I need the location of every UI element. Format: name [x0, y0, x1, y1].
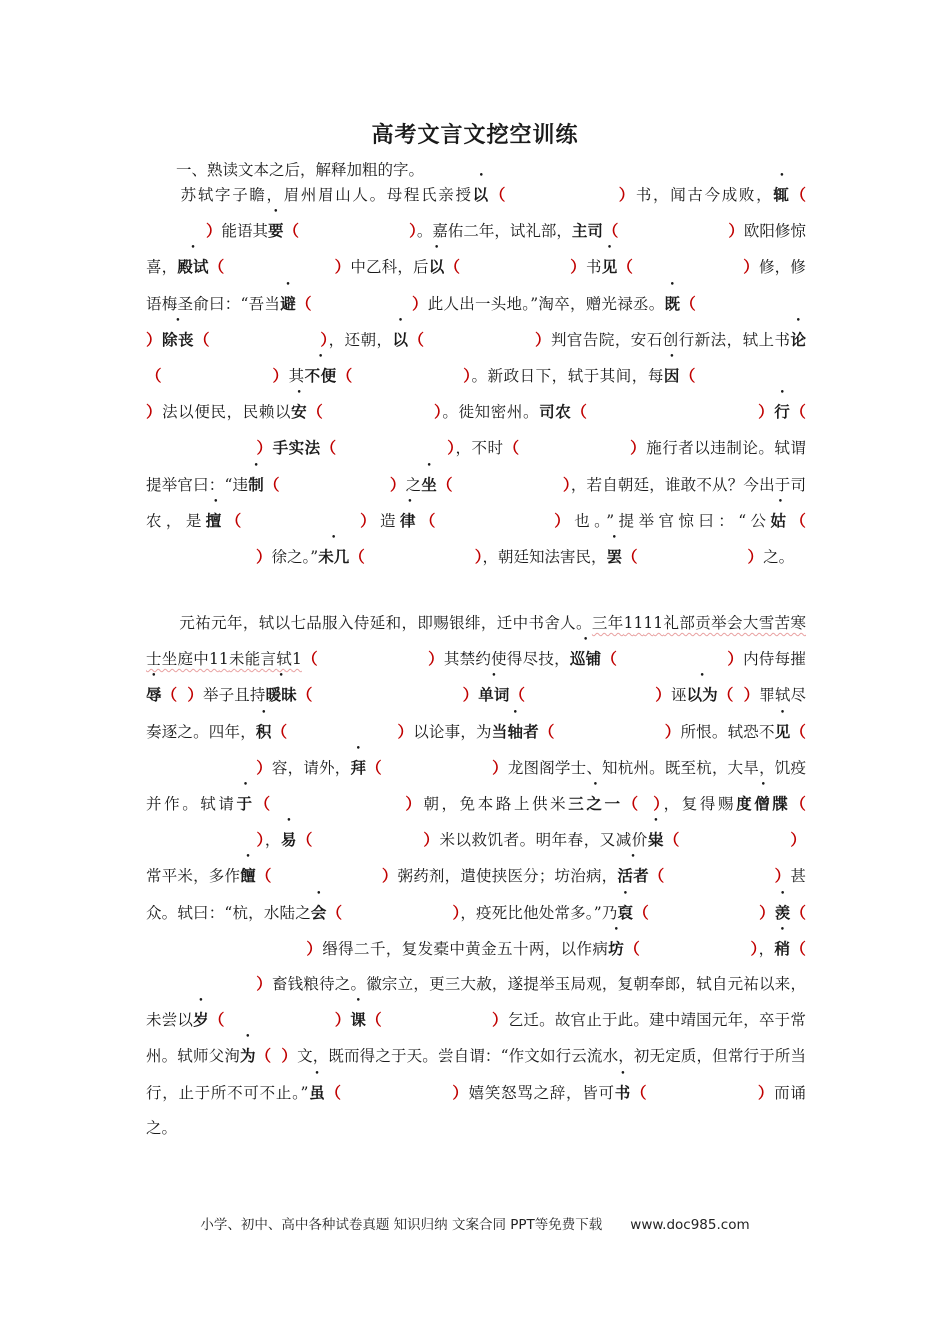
close-paren: ）	[206, 222, 222, 241]
answer-blank[interactable]	[623, 795, 664, 813]
passage-text: ，朝廷知法害民，	[482, 548, 607, 567]
open-paren: （	[602, 222, 619, 241]
close-paren: ）	[747, 548, 764, 567]
target-word: 见	[601, 257, 618, 277]
open-paren: （	[790, 186, 806, 204]
open-paren: （	[349, 548, 365, 567]
passage-text: 。徙知密州。	[442, 403, 540, 422]
close-paren: ）	[728, 222, 744, 241]
close-paren: ）	[491, 758, 508, 777]
open-paren: （	[295, 294, 312, 313]
close-paren: ）	[655, 686, 671, 705]
open-paren: （	[283, 222, 300, 241]
open-paren: （	[538, 722, 555, 741]
passage-text: ，还朝，	[328, 330, 393, 349]
close-paren: ）	[397, 722, 414, 741]
open-paren: （	[790, 403, 806, 422]
passage-text: 畜钱粮待之。徽宗立，更三大赦，遂提举玉局观，复朝奉郎，轼自元祐以来，未尝以	[146, 975, 806, 1030]
answer-blank[interactable]	[256, 867, 398, 885]
answer-blank[interactable]	[337, 367, 472, 385]
open-paren: （	[307, 403, 324, 422]
close-paren: ）	[664, 722, 681, 741]
target-word: 擅	[205, 510, 226, 530]
passage-text: 缗得二千，复发橐中黄金五十两，以作病	[322, 939, 609, 958]
target-word: 避	[280, 293, 296, 313]
close-paren: ）	[306, 939, 323, 958]
close-paren: ）	[757, 403, 775, 422]
answer-blank[interactable]	[302, 650, 444, 668]
target-word: 殿试	[177, 257, 209, 277]
answer-blank[interactable]	[264, 476, 406, 494]
target-word: 安	[291, 402, 308, 422]
answer-blank[interactable]	[272, 723, 414, 741]
open-paren: （	[617, 258, 634, 277]
target-word: 拜	[350, 757, 367, 777]
target-word: 辱	[146, 685, 162, 705]
close-paren: ）	[629, 439, 647, 458]
answer-blank[interactable]	[296, 295, 428, 313]
passage-text: 也。”提举官惊曰：“公	[574, 511, 771, 530]
passage-text: 其禁约使得尽技，	[443, 650, 570, 669]
open-paren: （	[436, 475, 453, 494]
answer-blank[interactable]	[631, 1084, 774, 1102]
answer-blank[interactable]	[327, 904, 461, 922]
target-word: 律	[399, 510, 420, 530]
close-paren: ）	[402, 795, 424, 814]
close-paren: ）	[409, 222, 417, 241]
open-paren: （	[208, 258, 225, 277]
open-paren: （	[419, 511, 440, 530]
close-paren: ）	[617, 186, 636, 204]
answer-blank[interactable]	[510, 686, 671, 704]
passage-text: 之。	[763, 548, 795, 567]
close-paren: ）	[727, 650, 744, 669]
answer-blank[interactable]	[194, 331, 329, 349]
answer-blank[interactable]	[226, 512, 380, 530]
open-paren: （	[193, 330, 210, 349]
passage-text: 中乙科，后	[350, 258, 429, 277]
open-paren: （	[320, 439, 337, 458]
open-paren: （	[624, 939, 641, 958]
close-paren: ）	[462, 367, 472, 386]
close-paren: ）	[334, 258, 351, 277]
passage-text: 粥药剂，遣使挟医分；坊治病，	[397, 867, 618, 886]
open-paren: （	[255, 867, 272, 886]
open-paren: （	[622, 795, 641, 814]
open-paren: （	[790, 795, 806, 814]
close-paren: ）	[411, 294, 428, 313]
answer-blank[interactable]	[601, 650, 743, 668]
target-word: 司农	[539, 402, 572, 422]
passage-text: ，疫死比他处常多。”乃	[460, 903, 618, 922]
open-paren: （	[571, 403, 588, 422]
open-paren: （	[225, 511, 246, 530]
passage-text: 容，请外，	[271, 758, 351, 777]
footer	[0, 1213, 950, 1233]
close-paren: ）	[427, 650, 444, 669]
close-paren: ）	[750, 939, 759, 958]
target-word: 稍	[774, 938, 791, 958]
answer-blank[interactable]	[420, 512, 574, 530]
open-paren: （	[325, 1083, 342, 1102]
answer-blank[interactable]	[437, 476, 571, 494]
page-title: 高考文言文挖空训练	[371, 122, 579, 148]
passage-text: 判官告院，安石创行新法，轼上书	[550, 330, 791, 349]
target-word: 罢	[606, 547, 623, 567]
passage-text: 。新政日下，轼于其间，每	[471, 367, 664, 386]
passage-text: 嬉笑怒骂之辞，皆可	[468, 1083, 615, 1102]
passage-text: 内侍每摧	[743, 650, 806, 669]
target-word: 饘	[240, 866, 256, 886]
close-paren: ）	[433, 403, 443, 422]
answer-blank[interactable]	[617, 258, 759, 276]
answer-blank[interactable]	[366, 759, 508, 777]
passage-text: 而诵之。	[146, 1083, 806, 1137]
answer-blank[interactable]	[718, 686, 759, 704]
open-paren: （	[408, 330, 425, 349]
target-word: 当轴者	[491, 721, 539, 741]
passage-text-underlined: 礼部贡举会大雪苦寒士坐庭中	[146, 614, 806, 669]
close-paren: ）	[146, 330, 162, 349]
target-word: 度僧牒	[736, 794, 791, 814]
close-paren: ）	[758, 903, 775, 922]
open-paren: （	[271, 722, 288, 741]
passage-text: 此人出一头地。”淘卒，赠光禄丞。	[427, 294, 665, 313]
passage-text-underlined: 1	[218, 650, 229, 669]
open-paren: （	[366, 1011, 382, 1030]
open-paren: （	[679, 367, 696, 386]
close-paren: ）	[381, 867, 398, 886]
answer-blank[interactable]	[209, 258, 351, 276]
passage-text: ，	[758, 939, 775, 958]
close-paren: ）	[757, 1083, 775, 1102]
target-word: 易	[280, 830, 297, 850]
target-word: 为	[239, 1046, 256, 1066]
open-paren: （	[648, 867, 665, 886]
open-paren: （	[444, 258, 461, 277]
close-paren: ）	[334, 1011, 351, 1030]
answer-blank[interactable]	[256, 1047, 297, 1065]
open-paren: （	[509, 686, 526, 705]
target-word: 坊	[608, 938, 625, 958]
passage-paragraph-1	[146, 177, 806, 575]
target-word: 羡	[774, 902, 791, 922]
target-word: 巡铺	[569, 649, 602, 669]
answer-blank[interactable]	[633, 904, 775, 922]
passage-text: 之	[405, 475, 422, 494]
open-paren: （	[601, 650, 618, 669]
answer-blank[interactable]	[349, 548, 482, 566]
close-paren: ）	[789, 831, 806, 850]
passage-text-underlined: 1	[292, 650, 302, 669]
footer-url[interactable]: www.doc985.com	[630, 1217, 750, 1233]
passage-text: ，若自朝廷，谁敢不从？今出于司农，是	[146, 475, 806, 530]
passage-text: 所恨。轼恐不	[680, 722, 775, 741]
close-paren: ）	[534, 330, 551, 349]
answer-blank[interactable]	[325, 1084, 468, 1102]
close-paren: ）	[451, 1083, 469, 1102]
close-paren: ）	[355, 511, 381, 530]
passage-text-underlined: 三年	[591, 614, 624, 632]
answer-blank[interactable]	[409, 331, 551, 349]
close-paren: ）	[452, 903, 461, 922]
close-paren: ）	[319, 330, 329, 349]
passage-text: 龙图阁学士、知杭州。既至杭，大旱，饥疫并作。轼请	[146, 758, 806, 814]
passage-text: 法以便民，民赖以	[162, 403, 292, 422]
target-word: 手实法	[272, 438, 321, 458]
passage-text: 常平米，多作	[146, 867, 241, 886]
close-paren: ）	[549, 511, 575, 530]
target-word: 粜	[647, 830, 664, 850]
target-word: 因	[663, 366, 680, 386]
passage-text-underlined: 1	[633, 614, 644, 632]
close-paren: ）	[256, 831, 265, 850]
open-paren: （	[263, 475, 280, 494]
target-word: 坐	[421, 474, 437, 494]
open-paren: （	[255, 1047, 272, 1066]
target-word: 制	[248, 474, 264, 494]
target-word: 单词	[478, 685, 510, 705]
close-paren: ）	[743, 258, 759, 277]
target-word: 姑	[770, 510, 791, 530]
answer-blank[interactable]	[603, 222, 744, 240]
open-paren: （	[790, 511, 806, 530]
answer-blank[interactable]	[664, 831, 806, 849]
passage-text: 甚众。轼曰：“杭，水陆之	[146, 867, 806, 922]
target-word: 裒	[617, 902, 634, 922]
passage-text: ，复得赐	[663, 795, 737, 814]
open-paren: （	[301, 650, 318, 669]
open-paren: （	[717, 686, 734, 705]
answer-blank[interactable]	[490, 186, 636, 204]
target-word: 岁	[193, 1010, 209, 1030]
close-paren: ）	[256, 975, 272, 994]
open-paren: （	[161, 686, 178, 705]
target-word: 活者	[617, 866, 649, 886]
close-paren: ）	[389, 475, 406, 494]
close-paren: ）	[491, 1011, 508, 1030]
close-paren: ）	[256, 548, 272, 567]
target-word: 行	[774, 402, 791, 422]
passage-paragraph-2	[146, 606, 806, 1146]
answer-blank[interactable]	[162, 686, 203, 704]
open-paren: （	[296, 686, 313, 705]
passage-text: 造	[380, 511, 400, 530]
target-word: 主司	[571, 221, 603, 241]
close-paren: ）	[743, 686, 760, 705]
target-word: 虽	[308, 1082, 326, 1102]
answer-blank[interactable]	[444, 258, 586, 276]
close-paren: ）	[256, 758, 272, 777]
passage-text-underlined: 1	[623, 614, 634, 632]
open-paren: （	[326, 903, 343, 922]
passage-text: 。嘉佑二年，试礼部，	[416, 222, 572, 241]
passage-text-underlined: 1	[209, 650, 219, 669]
close-paren: ）	[650, 795, 664, 814]
target-word: 会	[310, 902, 327, 922]
open-paren: （	[790, 903, 806, 922]
close-paren: ）	[422, 831, 440, 850]
passage-text: 修，修语梅圣俞曰：“吾当	[146, 258, 806, 313]
open-paren: （	[790, 722, 806, 741]
passage-text: 书，闻古今成败，	[635, 186, 774, 204]
target-word: 三之一	[568, 794, 623, 814]
open-paren: （	[663, 831, 680, 850]
passage-text: 苏轼字子瞻，眉州眉山人。母程氏亲授	[179, 186, 473, 204]
passage-text: ，	[264, 831, 281, 850]
passage-text: ，不时	[455, 439, 504, 458]
passage-text: 其	[288, 367, 305, 386]
passage-text: 文，既而得之于天。尝自谓：“作文如行云流水，初无定质，但常行于所当行，止于所不可不止。”	[146, 1047, 806, 1102]
open-paren: （	[680, 294, 696, 313]
answer-blank[interactable]	[209, 1011, 351, 1029]
open-paren: （	[336, 367, 353, 386]
passage-text-underlined: 未能言轼	[228, 650, 292, 669]
close-paren: ）	[272, 367, 289, 386]
target-word: 未几	[318, 547, 350, 567]
passage-text: 元祐元年，轼以七品服入侍延和，即赐银绯，迁中书舍人。	[179, 614, 592, 632]
close-paren: ）	[570, 258, 586, 277]
target-word: 于	[236, 794, 255, 814]
close-paren: ）	[774, 867, 791, 886]
open-paren: （	[366, 758, 382, 777]
open-paren: （	[208, 1011, 225, 1030]
answer-blank[interactable]	[255, 795, 424, 813]
passage-text: 罪轼尽奏逐之。四年，	[146, 686, 806, 741]
target-word: 既	[664, 293, 681, 313]
answer-blank[interactable]	[571, 403, 774, 421]
passage-text: 能语其	[221, 222, 269, 241]
target-word: 以为	[686, 685, 718, 705]
answer-blank[interactable]	[297, 686, 478, 704]
open-paren: （	[633, 903, 649, 922]
target-word: 辄	[773, 185, 791, 204]
open-paren: （	[622, 548, 638, 567]
close-paren: ）	[562, 475, 571, 494]
target-word: 论	[790, 329, 806, 349]
answer-blank[interactable]	[539, 723, 681, 741]
passage-text: 欧阳修惊喜，	[146, 222, 806, 277]
passage-text: 乞迁。故官止于此。建中靖国元年，卒于常州。轼师父洵	[146, 1011, 806, 1066]
close-paren: ）	[462, 686, 479, 705]
answer-blank[interactable]	[649, 867, 791, 885]
answer-blank[interactable]	[284, 222, 417, 240]
answer-blank[interactable]	[297, 831, 440, 849]
answer-blank[interactable]	[146, 367, 289, 385]
open-paren: （	[790, 939, 806, 958]
target-word: 以	[392, 329, 409, 349]
open-paren: （	[630, 1083, 648, 1102]
passage-text-underlined: 1	[643, 614, 654, 632]
answer-blank[interactable]	[366, 1011, 508, 1029]
target-word: 课	[350, 1010, 367, 1030]
target-word: 除丧	[161, 329, 194, 349]
answer-blank[interactable]	[307, 403, 442, 421]
answer-blank[interactable]	[624, 940, 758, 958]
close-paren: ）	[256, 439, 273, 458]
answer-blank[interactable]	[504, 439, 647, 457]
target-word: 以	[428, 257, 445, 277]
close-paren: ）	[474, 548, 483, 567]
open-paren: （	[146, 367, 163, 386]
passage-text: 举子且持	[203, 686, 266, 705]
open-paren: （	[254, 795, 273, 814]
close-paren: ）	[446, 439, 456, 458]
passage-text-underlined: 1	[653, 614, 664, 632]
target-word: 见	[774, 721, 791, 741]
footer-text: 小学、初中、高中各种试卷真题 知识归纳 文案合同 PPT等免费下载	[200, 1217, 603, 1233]
open-paren: （	[503, 439, 520, 458]
passage-text: 诬	[670, 686, 687, 705]
target-word: 不便	[304, 366, 337, 386]
close-paren: ）	[187, 686, 204, 705]
passage-text: 米以救饥者。明年春，又减价	[439, 831, 648, 850]
answer-blank[interactable]	[622, 548, 763, 566]
target-word: 暖昧	[265, 685, 297, 705]
close-paren: ）	[281, 1047, 298, 1066]
open-paren: （	[296, 831, 313, 850]
passage-text: 以论事，为	[413, 722, 492, 741]
instruction: 一、熟读文本之后，解释加粗的字。	[176, 161, 425, 179]
answer-blank[interactable]	[321, 439, 456, 457]
passage-text: 朝，免本路上供米	[423, 795, 569, 814]
passage-text: 徐之。”	[271, 548, 319, 567]
target-word: 以	[472, 185, 490, 204]
target-word: 书	[614, 1082, 631, 1102]
open-paren: （	[489, 186, 508, 204]
passage-text: 施行者以违制论。轼谓提举官曰：“违	[146, 439, 806, 494]
close-paren: ）	[146, 403, 163, 422]
target-word: 积	[255, 721, 272, 741]
passage-text: 书	[586, 258, 602, 277]
target-word: 要	[268, 221, 284, 241]
